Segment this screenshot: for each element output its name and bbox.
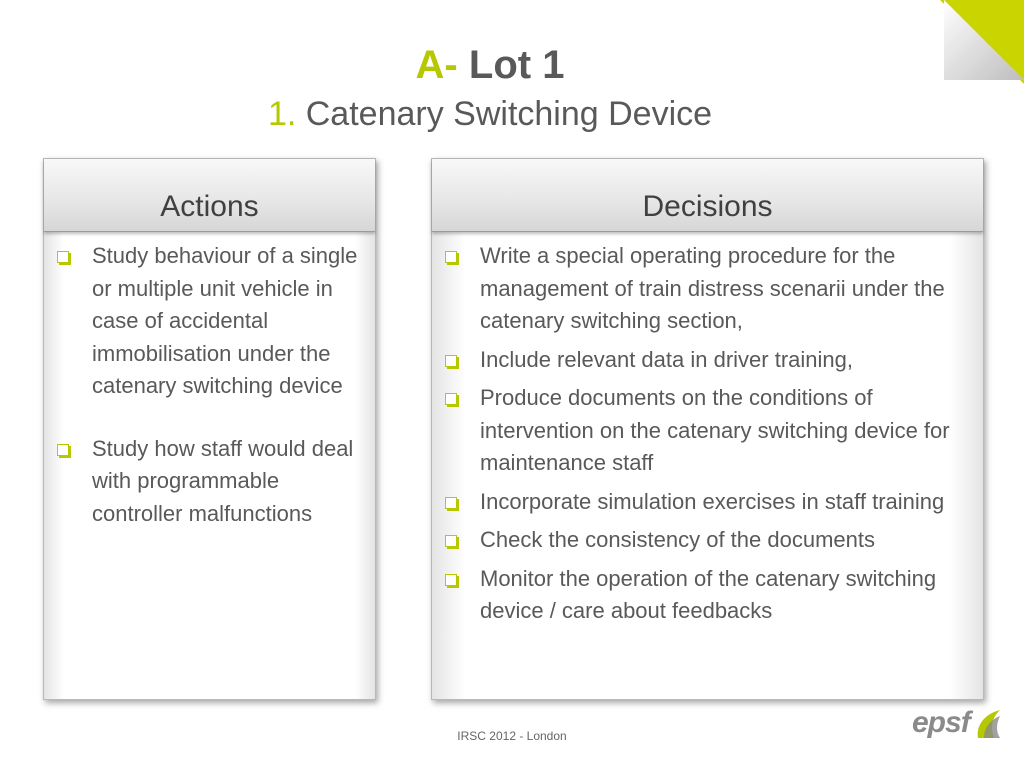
list-item [432,240,971,338]
decisions-list [432,232,983,628]
checkbox-bullet-icon [445,535,457,547]
list-item-text: Monitor the operation of the catenary switching device / care about feedbacks [480,565,937,623]
decisions-heading: Decisions [432,159,983,232]
subtitle-number: 1. [267,95,297,133]
list-item [432,524,971,557]
checkbox-bullet-icon [445,355,457,367]
footer-text: IRSC 2012 - London [457,729,567,743]
list-item-text: Write a special operating procedure for the management of train distress scenarii under the catenary switching section, [480,243,945,333]
title-prefix: A- [415,43,458,87]
logo-text: epsf [912,706,970,739]
subtitle-text: Catenary Switching Device [305,95,713,133]
list-item [44,433,365,531]
list-item-text: Incorporate simulation exercises in staff training [480,488,945,514]
list-item [44,240,365,403]
list-item-text: Study how staff would deal with programmable controller malfunctions [92,435,354,526]
actions-panel [43,158,376,700]
list-item-text: Study behaviour of a single or multiple unit vehicle in case of accidental immobilisation under the catenary switching device [92,243,358,398]
slide-subtitle [0,94,980,134]
checkbox-bullet-icon [445,393,457,405]
list-item [432,563,971,628]
list-item-text: Check the consistency of the documents [480,527,875,552]
epsf-logo [912,706,1007,748]
list-item [432,344,971,377]
logo-swirl-icon [974,708,1004,740]
list-item-text: Include relevant data in driver training, [480,346,853,372]
title-main-text: Lot 1 [468,43,565,87]
list-item [432,382,971,480]
actions-heading: Actions [44,159,375,232]
list-item [432,486,971,519]
actions-list [44,232,375,530]
list-item-text: Produce documents on the conditions of intervention on the catenary switching device for maintenance staff [480,385,950,475]
checkbox-bullet-icon [445,251,457,263]
checkbox-bullet-icon [57,251,69,263]
checkbox-bullet-icon [445,497,457,509]
checkbox-bullet-icon [445,574,457,586]
decisions-panel [431,158,984,700]
checkbox-bullet-icon [57,444,69,456]
slide-title [0,42,980,88]
